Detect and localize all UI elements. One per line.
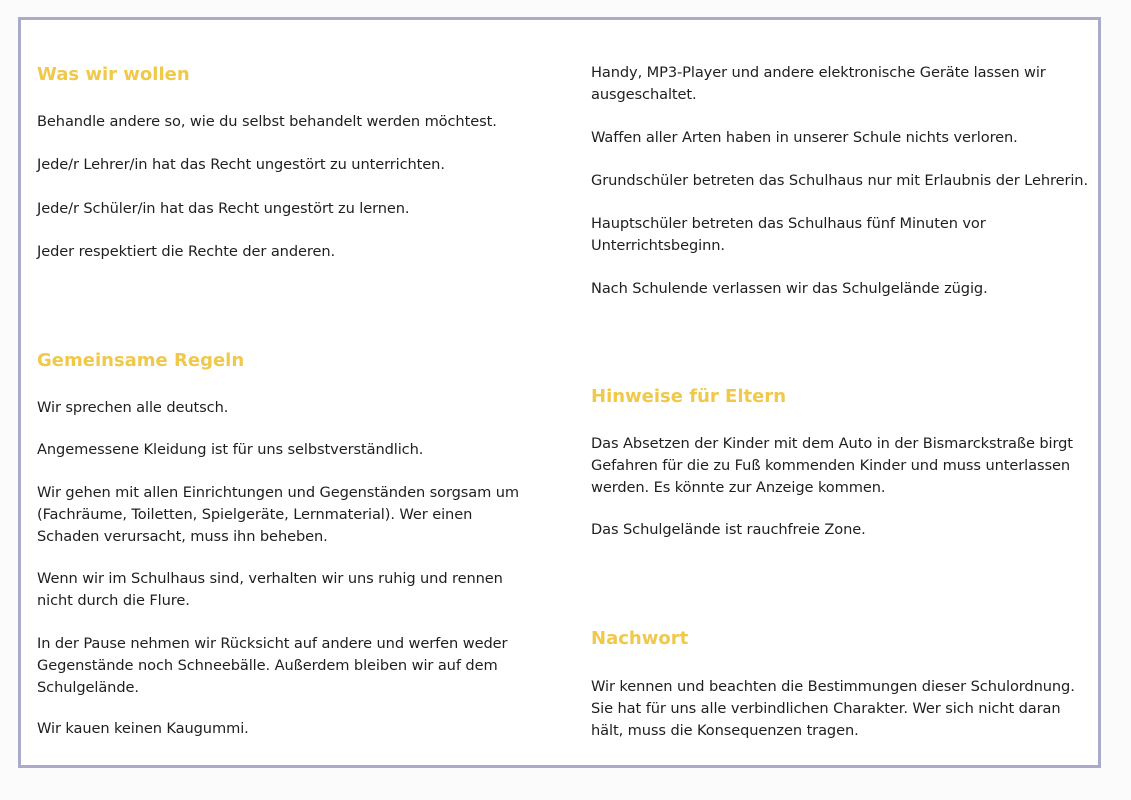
section-title-gemeinsame-regeln: Gemeinsame Regeln: [37, 350, 245, 371]
paragraph: Hauptschüler betreten das Schulhaus fünf Minuten vor Unterrichtsbeginn.: [591, 215, 986, 254]
paragraph: Jede/r Schüler/in hat das Recht ungestört zu lernen.: [37, 200, 410, 217]
paragraph: Wir gehen mit allen Einrichtungen und Gegenständen sorgsam um (Fachräume, Toiletten, Spielgeräte, Lernmaterial). Wer einen Schaden verursacht, muss ihn beheben.: [37, 484, 520, 545]
paragraph: Grundschüler betreten das Schulhaus nur mit Erlaubnis der Lehrerin.: [591, 172, 1088, 189]
paragraph: Wir sprechen alle deutsch.: [37, 399, 229, 416]
paragraph: Jeder respektiert die Rechte der anderen.: [37, 243, 336, 260]
paragraph: Das Absetzen der Kinder mit dem Auto in der Bismarckstraße birgt Gefahren für die zu Fuß kommenden Kinder und muss unterlassen werden. Es könnte zur Anzeige kommen.: [591, 435, 1073, 496]
paragraph: Wir kauen keinen Kaugummi.: [37, 720, 249, 737]
section-title-nachwort: Nachwort: [591, 628, 689, 649]
paragraph: Waffen aller Arten haben in unserer Schule nichts verloren.: [591, 129, 1018, 146]
paragraph: Behandle andere so, wie du selbst behandelt werden möchtest.: [37, 113, 497, 130]
paragraph: Wir kennen und beachten die Bestimmungen dieser Schulordnung. Sie hat für uns alle verbindlichen Charakter. Wer sich nicht daran hält, muss die Konsequenzen tragen.: [591, 678, 1075, 739]
paragraph: Jede/r Lehrer/in hat das Recht ungestört zu unterrichten.: [37, 156, 445, 173]
paragraph: Angemessene Kleidung ist für uns selbstverständlich.: [37, 441, 424, 458]
paragraph: Handy, MP3-Player und andere elektronische Geräte lassen wir ausgeschaltet.: [591, 64, 1046, 103]
paragraph: Das Schulgelände ist rauchfreie Zone.: [591, 521, 866, 538]
section-title-was-wir-wollen: Was wir wollen: [37, 64, 190, 85]
paragraph: In der Pause nehmen wir Rücksicht auf andere und werfen weder Gegenstände noch Schneebälle. Außerdem bleiben wir auf dem Schulgelände.: [37, 635, 508, 696]
paragraph: Nach Schulende verlassen wir das Schulgelände zügig.: [591, 280, 988, 297]
paragraph: Wenn wir im Schulhaus sind, verhalten wir uns ruhig und rennen nicht durch die Flure.: [37, 570, 503, 609]
section-title-hinweise-fuer-eltern: Hinweise für Eltern: [591, 386, 787, 407]
